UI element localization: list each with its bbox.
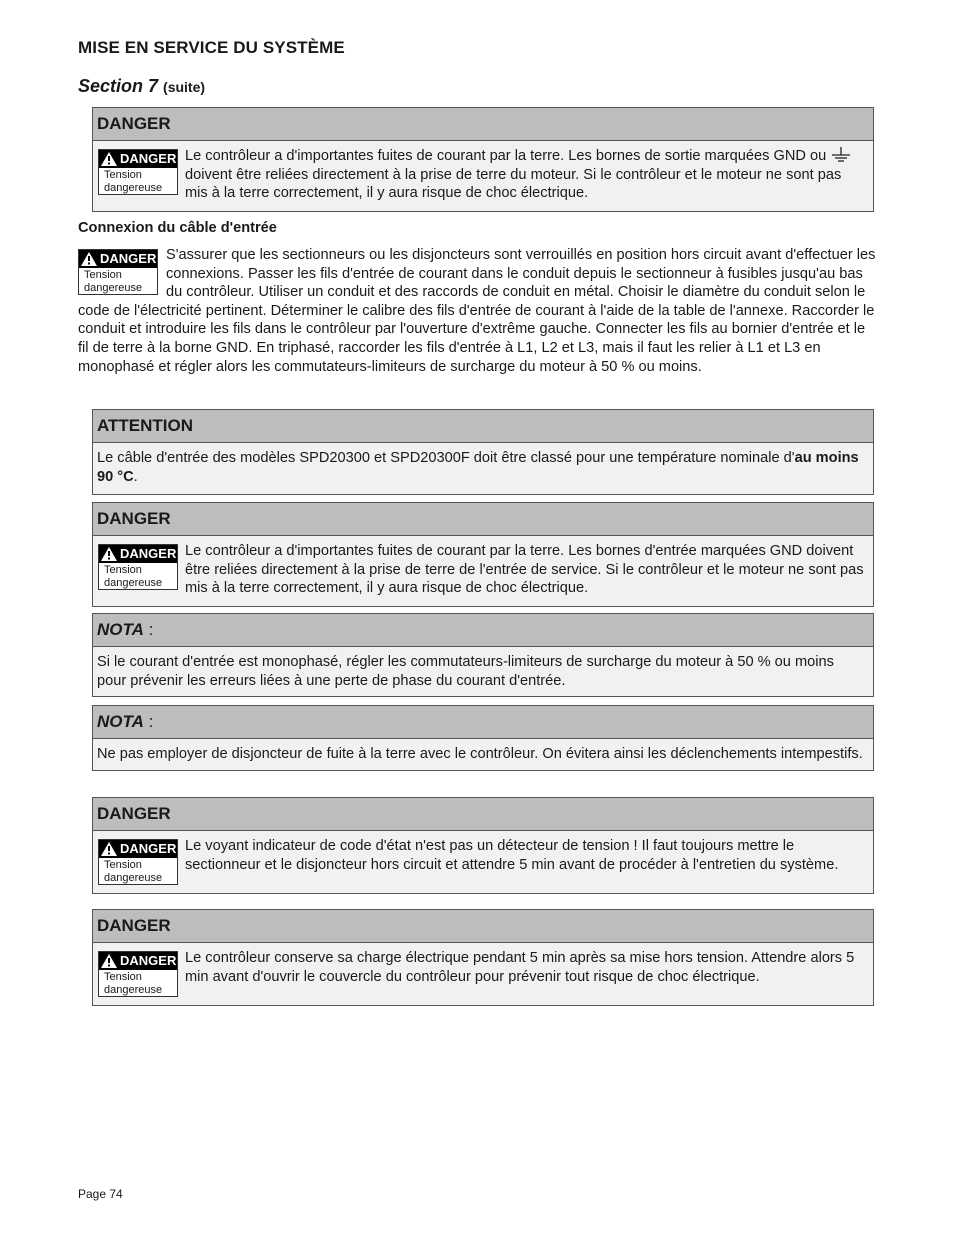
- badge-sub-line2: dangereuse: [104, 577, 163, 589]
- danger-box-text: [185, 147, 865, 203]
- badge-sub-line1: Tension: [104, 859, 142, 871]
- section-title: [78, 76, 205, 97]
- badge-sub-line2: dangereuse: [104, 984, 163, 996]
- danger-box-input-ground: [92, 502, 874, 607]
- nota-colon: :: [143, 620, 154, 639]
- danger-badge: [78, 249, 158, 295]
- section-label: Section 7: [78, 76, 159, 96]
- warning-triangle-icon: [81, 252, 97, 266]
- danger-box-text: Le contrôleur a d'importantes fuites de courant par la terre. Les bornes d'entrée marquées GND doivent être reliées directement à la prise de terre de l'entrée de service. Si le contrôleur et le moteur ne sont pas mis à la terre correctement, il y aura risque de choc électrique.: [185, 543, 864, 596]
- danger-box-body: [93, 831, 873, 893]
- nota-box-body: Ne pas employer de disjoncteur de fuite à la terre avec le contrôleur. On évitera ainsi les déclenchements intempestifs.: [97, 746, 863, 762]
- danger-box-output-ground: [92, 107, 874, 212]
- nota-box-heading: [93, 706, 873, 739]
- danger-box-body: [93, 141, 873, 211]
- danger-badge: [98, 149, 178, 195]
- danger-box-heading: DANGER: [93, 108, 873, 141]
- section-suffix: (suite): [163, 79, 206, 95]
- page-number: Page 74: [78, 1187, 123, 1201]
- danger-box-status-led: [92, 797, 874, 894]
- danger-badge-label: DANGER: [120, 841, 177, 856]
- danger-badge-label: DANGER: [120, 151, 177, 166]
- danger-box-body: [93, 536, 873, 606]
- badge-sub-line2: dangereuse: [104, 872, 163, 884]
- attention-box-body: [93, 443, 873, 494]
- nota-box-breaker: [92, 705, 874, 771]
- nota-label: NOTA: [97, 620, 144, 639]
- danger-box-heading: DANGER: [93, 910, 873, 943]
- badge-sub-line1: Tension: [104, 564, 142, 576]
- danger-badge: [98, 839, 178, 885]
- warning-triangle-icon: [101, 547, 117, 561]
- attention-text-a: Le câble d'entrée des modèles SPD20300 et SPD20300F doit être classé pour une température nominale d': [97, 450, 795, 466]
- danger-box-heading: DANGER: [93, 798, 873, 831]
- nota-box-body: Si le courant d'entrée est monophasé, régler les commutateurs-limiteurs de surcharge du moteur à 50 % ou moins pour prévenir les erreurs liées à une perte de phase du courant d'entrée.: [97, 654, 834, 689]
- danger-badge: [98, 544, 178, 590]
- input-cable-paragraph: [78, 246, 878, 376]
- warning-triangle-icon: [101, 842, 117, 856]
- nota-label: NOTA: [97, 712, 144, 731]
- badge-sub-line1: Tension: [84, 269, 122, 281]
- nota-box-heading: [93, 614, 873, 647]
- danger-badge-label: DANGER: [120, 546, 177, 561]
- danger-badge-label: DANGER: [100, 251, 157, 266]
- nota-box-single-phase: [92, 613, 874, 697]
- warning-triangle-icon: [101, 152, 117, 166]
- danger-box-body: [93, 943, 873, 1005]
- danger-box-heading: DANGER: [93, 503, 873, 536]
- attention-box: [92, 409, 874, 495]
- nota-colon: :: [143, 712, 154, 731]
- danger-box-text: Le contrôleur conserve sa charge électrique pendant 5 min après sa mise hors tension. Attendre alors 5 min avant d'ouvrir le couvercle du contrôleur pour prévenir tout risque de choc électrique.: [185, 950, 855, 985]
- badge-sub-line2: dangereuse: [104, 182, 163, 194]
- badge-sub-line1: Tension: [104, 971, 142, 983]
- danger-text-part-a: Le contrôleur a d'importantes fuites de courant par la terre. Les bornes de sortie marquées GND ou: [185, 148, 827, 164]
- warning-triangle-icon: [101, 954, 117, 968]
- ground-symbol-icon: [830, 147, 852, 163]
- danger-text-part-b: doivent être reliées directement à la prise de terre du moteur. Si le contrôleur et le moteur ne sont pas mis à la terre correctement, il y aura risque de choc électrique.: [185, 166, 842, 201]
- danger-badge-label: DANGER: [120, 953, 177, 968]
- attention-box-heading: ATTENTION: [93, 410, 873, 443]
- input-cable-text: S'assurer que les sectionneurs ou les disjoncteurs sont verrouillés en position hors circuit avant d'effectuer les connexions. Passer les fils d'entrée de courant dans le conduit depuis le sectionneur à fusibles jusqu'au bas du contrôleur. Utiliser un conduit et des raccords de conduit en métal. Choisir le diamètre du conduit selon le code de l'électricité pertinent. Déterminer le calibre des fils d'entrée de courant à l'aide de la table de l'annexe. Raccorder le conduit et introduire les fils dans le contrôleur par l'ouverture d'extrême gauche. Connecter les fils au bornier d'entrée et le fil de terre à la borne GND. En triphasé, raccorder les fils d'entrée à L1, L2 et L3, mais il faut les relier à L1 et L3 en monophasé et régler alors les commutateurs-limiteurs de surcharge du moteur à 50 % ou moins.: [78, 247, 876, 375]
- attention-text-bold: au moins 90 °C: [97, 450, 859, 485]
- badge-sub-line1: Tension: [104, 169, 142, 181]
- danger-box-text: Le voyant indicateur de code d'état n'est pas un détecteur de tension ! Il faut toujours mettre le sectionneur et le disjoncteur hors circuit et attendre 5 min avant de procéder à l'entretien du système.: [185, 838, 839, 873]
- input-cable-heading: Connexion du câble d'entrée: [78, 220, 277, 236]
- danger-badge: [98, 951, 178, 997]
- attention-text-c: .: [133, 468, 138, 485]
- badge-sub-line2: dangereuse: [84, 282, 143, 294]
- danger-box-residual-charge: [92, 909, 874, 1006]
- page-header: MISE EN SERVICE DU SYSTÈME: [78, 38, 345, 57]
